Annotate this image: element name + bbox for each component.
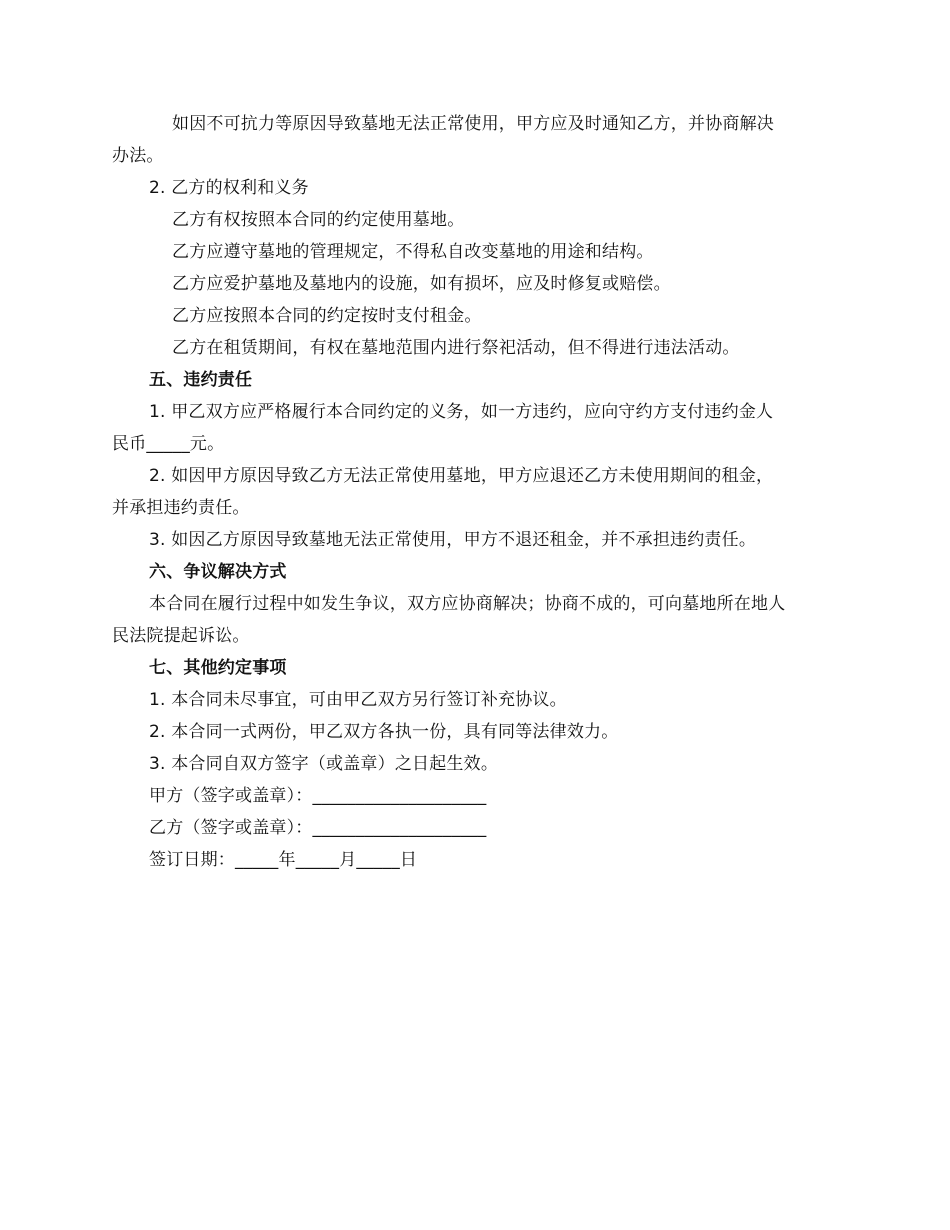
section-heading-breach: 五、违约责任 — [149, 370, 253, 390]
party-b-obligation-rent: 乙方应按照本合同的约定按时支付租金。 — [172, 306, 482, 326]
subheading-party-b-rights: 2. 乙方的权利和义务 — [149, 178, 309, 198]
dispute-clause: 本合同在履行过程中如发生争议，双方应协商解决；协商不成的，可向墓地所在地人 — [149, 594, 786, 614]
party-b-right-worship: 乙方在租赁期间，有权在墓地范围内进行祭祀活动，但不得进行违法活动。 — [172, 338, 740, 358]
breach-clause-1-cont: 民币_____元。 — [112, 434, 225, 454]
signature-party-b: 乙方（签字或盖章）：____________________ — [149, 818, 487, 838]
other-clause-1: 1. 本合同未尽事宜，可由甲乙双方另行签订补充协议。 — [149, 690, 567, 710]
breach-clause-2: 2. 如因甲方原因导致乙方无法正常使用墓地，甲方应退还乙方未使用期间的租金， — [149, 466, 774, 486]
other-clause-3: 3. 本合同自双方签字（或盖章）之日起生效。 — [149, 754, 499, 774]
paragraph-force-majeure-cont: 办法。 — [112, 146, 164, 166]
party-b-obligation-rules: 乙方应遵守墓地的管理规定，不得私自改变墓地的用途和结构。 — [172, 242, 654, 262]
breach-clause-3: 3. 如因乙方原因导致墓地无法正常使用，甲方不退还租金，并不承担违约责任。 — [149, 530, 757, 550]
signing-date: 签订日期：_____年_____月_____日 — [149, 850, 418, 870]
signature-party-a: 甲方（签字或盖章）：____________________ — [149, 786, 487, 806]
section-heading-other: 七、其他约定事项 — [149, 658, 287, 678]
other-clause-2: 2. 本合同一式两份，甲乙双方各执一份，具有同等法律效力。 — [149, 722, 619, 742]
party-b-obligation-care: 乙方应爱护墓地及墓地内的设施，如有损坏，应及时修复或赔偿。 — [172, 274, 671, 294]
paragraph-force-majeure: 如因不可抗力等原因导致墓地无法正常使用，甲方应及时通知乙方，并协商解决 — [172, 114, 774, 134]
breach-clause-2-cont: 并承担违约责任。 — [112, 498, 250, 518]
breach-clause-1: 1. 甲乙双方应严格履行本合同约定的义务，如一方违约，应向守约方支付违约金人 — [149, 402, 774, 422]
section-heading-dispute: 六、争议解决方式 — [149, 562, 287, 582]
party-b-right-use: 乙方有权按照本合同的约定使用墓地。 — [172, 210, 465, 230]
dispute-clause-cont: 民法院提起诉讼。 — [112, 626, 250, 646]
